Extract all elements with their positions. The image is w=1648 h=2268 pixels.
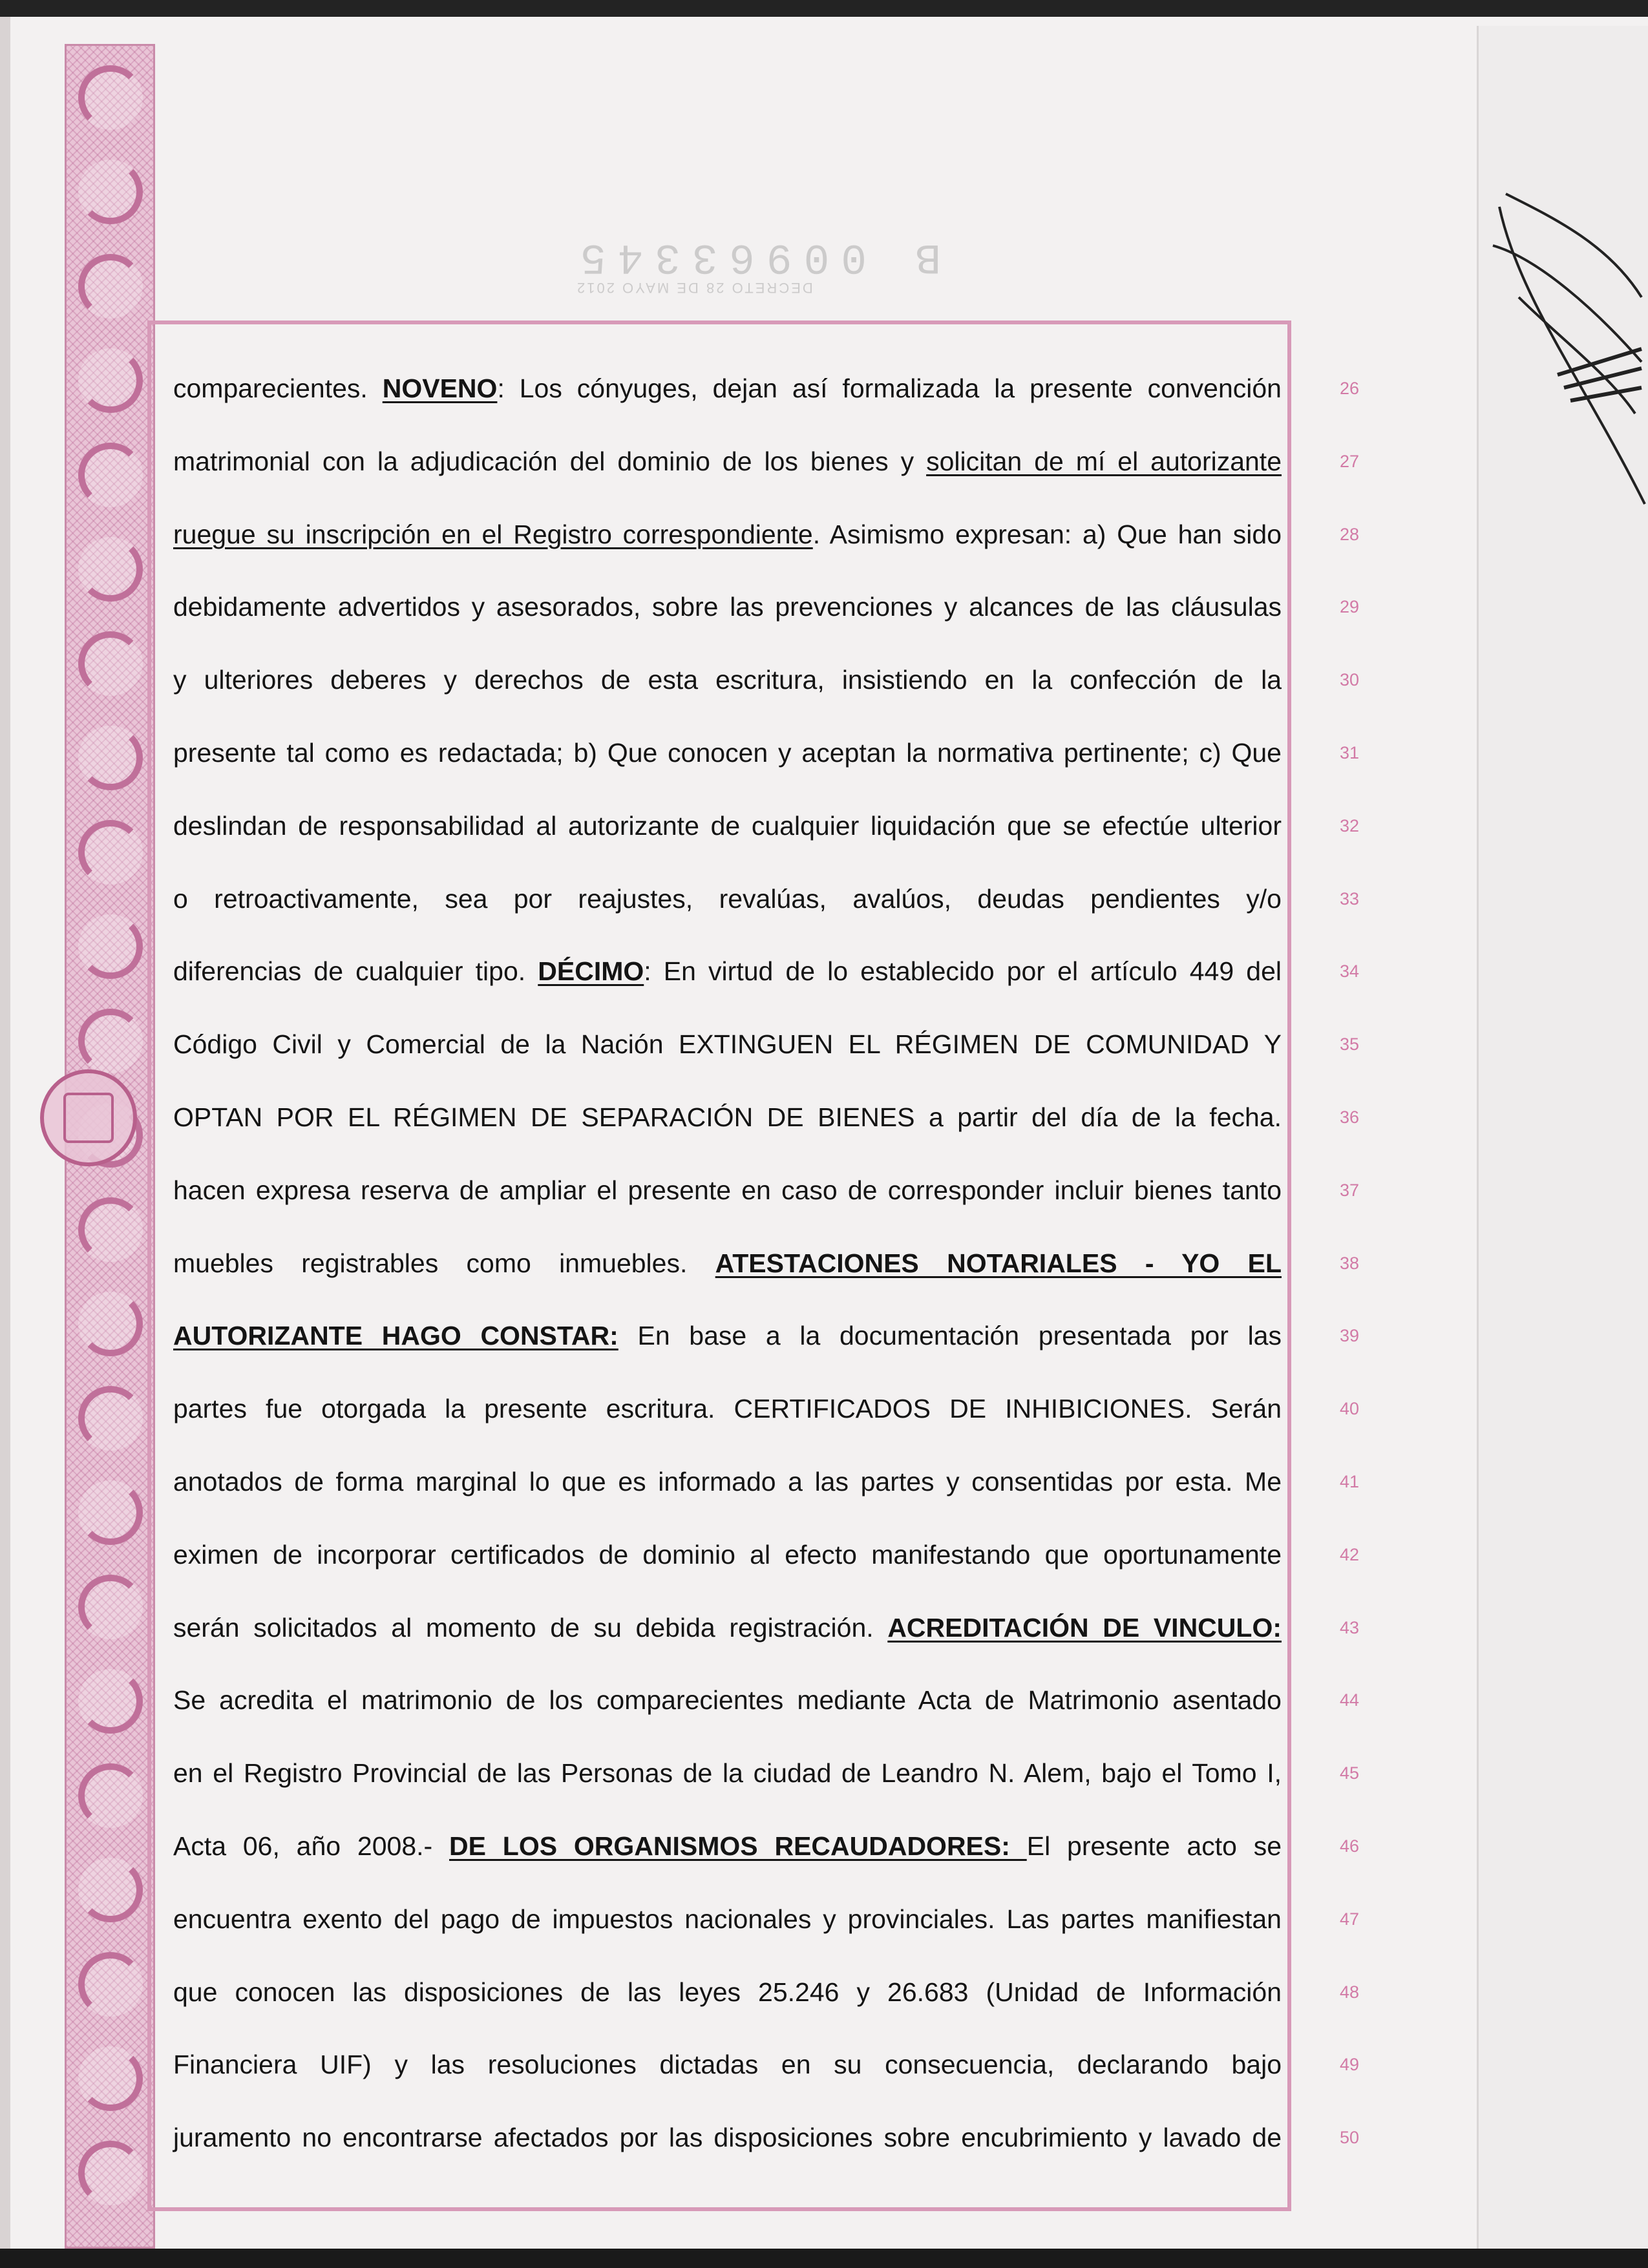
band-swirl-icon: [78, 820, 143, 885]
body-text: Se acredita el matrimonio de los comparecientes mediante Acta de Matrimonio asentado: [173, 1685, 1282, 1716]
body-text: que conocen las disposiciones de las leyes 25.246 y 26.683 (Unidad de Información: [173, 1977, 1282, 2007]
band-swirl-icon: [78, 443, 143, 507]
band-swirl-icon: [78, 348, 143, 413]
document-line: [173, 2028, 1359, 2101]
document-line: [173, 1227, 1359, 1300]
document-line: [173, 1810, 1359, 1883]
line-number: 28: [1339, 524, 1359, 544]
line-number: 45: [1339, 1763, 1359, 1783]
line-number: 42: [1339, 1544, 1359, 1564]
body-text: hacen expresa reserva de ampliar el presente en caso de corresponder incluir bienes tanto: [173, 1175, 1282, 1205]
band-swirl-icon: [78, 2141, 143, 2205]
body-text: . Asimismo expresan: a) Que han sido: [812, 519, 1282, 549]
band-swirl-icon: [78, 1763, 143, 1828]
line-number: 47: [1339, 1909, 1359, 1929]
band-swirl-icon: [78, 1009, 143, 1073]
body-text: presente tal como es redactada; b) Que conocen y aceptan la normativa pertinente; c) Que: [173, 737, 1282, 768]
body-text: OPTAN POR EL RÉGIMEN DE SEPARACIÓN DE BIENES a partir del día de la fecha.: [173, 1102, 1282, 1132]
document-line: [173, 1518, 1359, 1591]
body-text: Acta 06, año 2008.-: [173, 1831, 449, 1861]
band-swirl-icon: [78, 2046, 143, 2111]
scan-top-edge: [0, 0, 1648, 17]
heading-text: ruegue su inscripción en el Registro correspondiente: [173, 519, 813, 549]
line-number: 40: [1339, 1399, 1359, 1419]
line-number: 29: [1339, 597, 1359, 617]
heading-text: ATESTACIONES NOTARIALES - YO EL: [715, 1248, 1282, 1278]
body-text: serán solicitados al momento de su debida registración.: [173, 1612, 888, 1643]
band-swirl-icon: [78, 1480, 143, 1545]
band-swirl-icon: [78, 254, 143, 319]
line-number: 33: [1339, 888, 1359, 908]
heading-text: DÉCIMO: [538, 956, 644, 987]
band-swirl-icon: [78, 1858, 143, 1922]
document-line: [173, 717, 1359, 790]
band-swirl-icon: [78, 1292, 143, 1356]
line-number: 38: [1339, 1253, 1359, 1273]
line-number: 50: [1339, 2128, 1359, 2148]
line-number: 36: [1339, 1107, 1359, 1127]
document-line: [173, 1956, 1359, 2029]
stamp-subtitle: DECRETO 28 DE MAYO 2012: [575, 280, 813, 296]
document-line: [173, 571, 1359, 644]
band-swirl-icon: [78, 914, 143, 979]
band-swirl-icon: [78, 537, 143, 602]
body-text: : En virtud de lo establecido por el artículo 449 del: [644, 956, 1282, 987]
heading-text: solicitan de mí el autorizante: [926, 446, 1282, 476]
body-text: o retroactivamente, sea por reajustes, revalúas, avalúos, deudas pendientes y/o: [173, 883, 1282, 914]
band-swirl-icon: [78, 65, 143, 130]
line-number: 27: [1339, 451, 1359, 471]
heading-text: ACREDITACIÓN DE VINCULO:: [887, 1612, 1282, 1643]
signature-scribble: [1480, 168, 1648, 530]
line-number: 48: [1339, 1982, 1359, 2002]
document-line: [173, 1372, 1359, 1445]
document-line: [173, 790, 1359, 863]
body-text: debidamente advertidos y asesorados, sobre las prevenciones y alcances de las cláusulas: [173, 592, 1282, 622]
document-line: [173, 1445, 1359, 1518]
band-swirl-icon: [78, 631, 143, 696]
document-line: [173, 425, 1359, 498]
line-number: 43: [1339, 1617, 1359, 1637]
body-text: Código Civil y Comercial de la Nación EXTINGUEN EL RÉGIMEN DE COMUNIDAD Y: [173, 1029, 1282, 1060]
line-number: 37: [1339, 1180, 1359, 1200]
body-text: en el Registro Provincial de las Personas de la ciudad de Leandro N. Alem, bajo el Tomo I,: [173, 1758, 1282, 1789]
document-line: [173, 1081, 1359, 1154]
document-line: [173, 1299, 1359, 1372]
body-text: eximen de incorporar certificados de dominio al efecto manifestando que oportunamente: [173, 1539, 1282, 1570]
scan-left-edge: [0, 17, 10, 2268]
document-line: [173, 1154, 1359, 1227]
band-swirl-icon: [78, 1952, 143, 2017]
line-number: 30: [1339, 670, 1359, 690]
document-line: [173, 935, 1359, 1008]
document-line: [173, 2101, 1359, 2174]
document-line: [173, 1737, 1359, 1810]
body-text: comparecientes.: [173, 373, 383, 403]
document-body: [173, 352, 1359, 2174]
notary-seal: [40, 1069, 137, 1166]
body-text: : Los cónyuges, dejan así formalizada la presente convención: [497, 373, 1282, 403]
line-number: 34: [1339, 961, 1359, 982]
document-line: [173, 1591, 1359, 1664]
body-text: juramento no encontrarse afectados por las disposiciones sobre encubrimiento y lavado de: [173, 2123, 1282, 2153]
line-number: 39: [1339, 1326, 1359, 1346]
body-text: matrimonial con la adjudicación del dominio de los bienes y: [173, 446, 927, 476]
heading-text: AUTORIZANTE HAGO CONSTAR:: [173, 1321, 618, 1351]
band-swirl-icon: [78, 1197, 143, 1262]
line-number: 46: [1339, 1836, 1359, 1856]
band-swirl-icon: [78, 1575, 143, 1639]
body-text: El presente acto se: [1026, 1831, 1282, 1861]
heading-text: DE LOS ORGANISMOS RECAUDADORES:: [449, 1831, 1027, 1861]
band-swirl-icon: [78, 726, 143, 790]
body-text: anotados de forma marginal lo que es informado a las partes y consentidas por esta. Me: [173, 1466, 1282, 1496]
document-line: [173, 863, 1359, 936]
body-text: deslindan de responsabilidad al autorizante de cualquier liquidación que se efectúe ulterior: [173, 810, 1282, 841]
stamp-number: B 00963345: [569, 233, 942, 281]
scan-bottom-edge: [0, 2249, 1648, 2268]
line-number: 31: [1339, 742, 1359, 762]
heading-text: NOVENO: [382, 373, 498, 403]
document-line: [173, 1664, 1359, 1737]
body-text: En base a la documentación presentada por las: [618, 1321, 1282, 1351]
line-number: 49: [1339, 2055, 1359, 2075]
line-number: 35: [1339, 1034, 1359, 1055]
document-line: [173, 498, 1359, 571]
document-line: [173, 644, 1359, 717]
band-swirl-icon: [78, 1669, 143, 1734]
band-swirl-icon: [78, 160, 143, 224]
line-number: 26: [1339, 379, 1359, 398]
body-text: diferencias de cualquier tipo.: [173, 956, 538, 987]
document-line: [173, 1008, 1359, 1081]
band-swirl-icon: [78, 1386, 143, 1451]
seal-emblem: [63, 1093, 114, 1143]
body-text: muebles registrables como inmuebles.: [173, 1248, 715, 1278]
body-text: Financiera UIF) y las resoluciones dictadas en su consecuencia, declarando bajo: [173, 2050, 1282, 2080]
document-line: [173, 1883, 1359, 1956]
body-text: y ulteriores deberes y derechos de esta escritura, insistiendo en la confección de la: [173, 665, 1282, 695]
line-number: 32: [1339, 815, 1359, 835]
body-text: partes fue otorgada la presente escritura. CERTIFICADOS DE INHIBICIONES. Serán: [173, 1394, 1282, 1424]
line-number: 41: [1339, 1471, 1359, 1491]
document-line: [173, 352, 1359, 425]
line-number: 44: [1339, 1690, 1359, 1710]
body-text: encuentra exento del pago de impuestos nacionales y provinciales. Las partes manifiestan: [173, 1904, 1282, 1934]
